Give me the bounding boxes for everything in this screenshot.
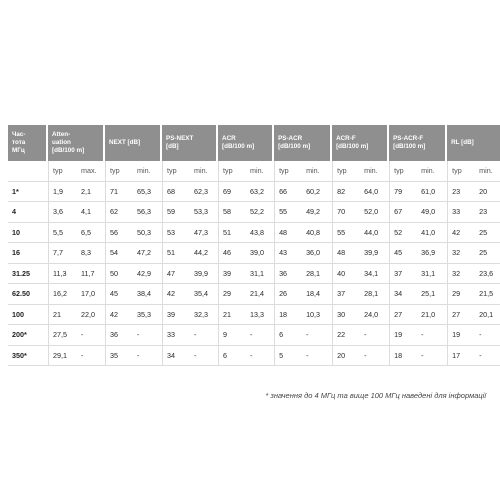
value-cell: 59 <box>162 202 190 223</box>
subheader-cell: min. <box>360 161 389 182</box>
value-cell: 46 <box>218 243 246 264</box>
value-cell: 29 <box>218 284 246 305</box>
value-cell: 39 <box>162 305 190 326</box>
value-cell: 26 <box>274 284 302 305</box>
value-cell: 25,1 <box>417 284 447 305</box>
header-attenuation: Atten- uation [dB/100 m] <box>48 125 105 161</box>
value-cell: 33 <box>447 202 475 223</box>
table-row <box>8 264 500 285</box>
value-cell: - <box>417 325 447 346</box>
cable-spec-table <box>8 125 500 366</box>
subheader-cell: min. <box>190 161 218 182</box>
value-cell: 25 <box>475 243 500 264</box>
value-cell: 36,0 <box>302 243 332 264</box>
value-cell: 34,1 <box>360 264 389 285</box>
header-row <box>8 125 500 161</box>
value-cell: 32 <box>447 243 475 264</box>
value-cell: 71 <box>105 182 133 203</box>
value-cell: 33 <box>162 325 190 346</box>
value-cell: 5,5 <box>48 223 77 244</box>
value-cell: 9 <box>218 325 246 346</box>
value-cell: 44,2 <box>190 243 218 264</box>
value-cell: 45 <box>389 243 417 264</box>
value-cell: 52,2 <box>246 202 274 223</box>
subheader-cell: min. <box>133 161 162 182</box>
value-cell: 6 <box>274 325 302 346</box>
value-cell: 34 <box>162 346 190 367</box>
value-cell: - <box>133 325 162 346</box>
value-cell: 39,9 <box>190 264 218 285</box>
value-cell: 35,3 <box>133 305 162 326</box>
header-acr: ACR [dB/100 m] <box>218 125 274 161</box>
value-cell: 20 <box>332 346 360 367</box>
subheader-cell: typ <box>218 161 246 182</box>
value-cell: 31,1 <box>417 264 447 285</box>
value-cell: 39,9 <box>360 243 389 264</box>
value-cell: 21 <box>218 305 246 326</box>
value-cell: 18 <box>389 346 417 367</box>
value-cell: - <box>302 346 332 367</box>
value-cell: 18 <box>274 305 302 326</box>
value-cell: 1,9 <box>48 182 77 203</box>
frequency-cell: 200* <box>8 325 48 346</box>
value-cell: 53 <box>162 223 190 244</box>
value-cell: 36 <box>274 264 302 285</box>
value-cell: 17,0 <box>77 284 105 305</box>
value-cell: 7,7 <box>48 243 77 264</box>
table-row <box>8 325 500 346</box>
value-cell: 19 <box>389 325 417 346</box>
value-cell: 62,3 <box>190 182 218 203</box>
value-cell: 49,0 <box>417 202 447 223</box>
value-cell: 16,2 <box>48 284 77 305</box>
value-cell: 32,3 <box>190 305 218 326</box>
value-cell: 47,2 <box>133 243 162 264</box>
value-cell: 64,0 <box>360 182 389 203</box>
value-cell: 11,3 <box>48 264 77 285</box>
header-ps-next: PS-NEXT [dB] <box>162 125 218 161</box>
value-cell: 24,0 <box>360 305 389 326</box>
value-cell: 29 <box>447 284 475 305</box>
value-cell: 23,6 <box>475 264 500 285</box>
frequency-cell: 62.50 <box>8 284 48 305</box>
table-row <box>8 182 500 203</box>
value-cell: 29,1 <box>48 346 77 367</box>
value-cell: 43,8 <box>246 223 274 244</box>
value-cell: 39,0 <box>246 243 274 264</box>
value-cell: 50,3 <box>133 223 162 244</box>
frequency-cell: 10 <box>8 223 48 244</box>
value-cell: 52 <box>389 223 417 244</box>
value-cell: - <box>190 346 218 367</box>
table-body <box>8 161 500 366</box>
value-cell: 68 <box>162 182 190 203</box>
frequency-cell: 31.25 <box>8 264 48 285</box>
table-row <box>8 243 500 264</box>
value-cell: 42 <box>162 284 190 305</box>
value-cell: 22,0 <box>77 305 105 326</box>
value-cell: 40 <box>332 264 360 285</box>
value-cell: 38,4 <box>133 284 162 305</box>
table-row <box>8 223 500 244</box>
value-cell: 37 <box>389 264 417 285</box>
value-cell: 60,2 <box>302 182 332 203</box>
value-cell: 34 <box>389 284 417 305</box>
value-cell: 44,0 <box>360 223 389 244</box>
frequency-cell: 1* <box>8 182 48 203</box>
value-cell: 48 <box>274 223 302 244</box>
value-cell: 22 <box>332 325 360 346</box>
subheader-cell: typ <box>105 161 133 182</box>
header-rl: RL [dB] <box>447 125 500 161</box>
subheader-cell: typ <box>274 161 302 182</box>
value-cell: 35,4 <box>190 284 218 305</box>
header-ps-acr: PS-ACR [dB/100 m] <box>274 125 332 161</box>
value-cell: 28,1 <box>302 264 332 285</box>
subheader-cell: min. <box>302 161 332 182</box>
value-cell: 36,9 <box>417 243 447 264</box>
subheader-cell: typ <box>447 161 475 182</box>
table-row <box>8 305 500 326</box>
value-cell: 20,1 <box>475 305 500 326</box>
value-cell: 50 <box>105 264 133 285</box>
spec-table-container <box>8 125 492 366</box>
subheader-cell: min. <box>246 161 274 182</box>
value-cell: 51 <box>218 223 246 244</box>
value-cell: 62 <box>105 202 133 223</box>
value-cell: 5 <box>274 346 302 367</box>
value-cell: 67 <box>389 202 417 223</box>
value-cell: 61,0 <box>417 182 447 203</box>
value-cell: 31,1 <box>246 264 274 285</box>
value-cell: 45 <box>105 284 133 305</box>
value-cell: 51 <box>162 243 190 264</box>
value-cell: 42,9 <box>133 264 162 285</box>
value-cell: 54 <box>105 243 133 264</box>
value-cell: 23 <box>447 182 475 203</box>
value-cell: 17 <box>447 346 475 367</box>
value-cell: 52,0 <box>360 202 389 223</box>
value-cell: 8,3 <box>77 243 105 264</box>
subheader-blank <box>8 161 48 182</box>
value-cell: 58 <box>218 202 246 223</box>
value-cell: 49,2 <box>302 202 332 223</box>
frequency-cell: 4 <box>8 202 48 223</box>
value-cell: 20 <box>475 182 500 203</box>
value-cell: 36 <box>105 325 133 346</box>
value-cell: 48 <box>332 243 360 264</box>
value-cell: - <box>246 346 274 367</box>
value-cell: - <box>475 346 500 367</box>
value-cell: 56,3 <box>133 202 162 223</box>
value-cell: 69 <box>218 182 246 203</box>
value-cell: 79 <box>389 182 417 203</box>
value-cell: 11,7 <box>77 264 105 285</box>
header-next: NEXT [dB] <box>105 125 162 161</box>
value-cell: - <box>302 325 332 346</box>
frequency-cell: 100 <box>8 305 48 326</box>
value-cell: 35 <box>105 346 133 367</box>
value-cell: - <box>190 325 218 346</box>
footnote: * значення до 4 МГц та вище 100 МГц наведені для інформації <box>265 391 486 400</box>
value-cell: 53,3 <box>190 202 218 223</box>
value-cell: 39 <box>218 264 246 285</box>
value-cell: 47,3 <box>190 223 218 244</box>
value-cell: 37 <box>332 284 360 305</box>
subheader-cell: min. <box>417 161 447 182</box>
value-cell: 21,0 <box>417 305 447 326</box>
value-cell: 43 <box>274 243 302 264</box>
subheader-cell: typ <box>389 161 417 182</box>
value-cell: 23 <box>475 202 500 223</box>
header-acr-f: ACR-F [dB/100 m] <box>332 125 389 161</box>
value-cell: 63,2 <box>246 182 274 203</box>
value-cell: 6,5 <box>77 223 105 244</box>
subheader-cell: max. <box>77 161 105 182</box>
table-row <box>8 284 500 305</box>
value-cell: 21,5 <box>475 284 500 305</box>
frequency-cell: 350* <box>8 346 48 367</box>
header-frequency: Час- тота МГц <box>8 125 48 161</box>
value-cell: - <box>246 325 274 346</box>
value-cell: 3,6 <box>48 202 77 223</box>
subheader-cell: typ <box>332 161 360 182</box>
value-cell: - <box>77 325 105 346</box>
value-cell: 55 <box>274 202 302 223</box>
value-cell: 65,3 <box>133 182 162 203</box>
value-cell: 30 <box>332 305 360 326</box>
value-cell: - <box>77 346 105 367</box>
value-cell: - <box>133 346 162 367</box>
value-cell: - <box>360 346 389 367</box>
value-cell: 21,4 <box>246 284 274 305</box>
value-cell: 82 <box>332 182 360 203</box>
subheader-row <box>8 161 500 182</box>
subheader-cell: min. <box>475 161 500 182</box>
value-cell: 47 <box>162 264 190 285</box>
value-cell: 66 <box>274 182 302 203</box>
table-row <box>8 202 500 223</box>
value-cell: - <box>360 325 389 346</box>
header-ps-acr-f: PS-ACR-F [dB/100 m] <box>389 125 447 161</box>
subheader-cell: typ <box>48 161 77 182</box>
value-cell: 42 <box>447 223 475 244</box>
value-cell: 18,4 <box>302 284 332 305</box>
value-cell: 21 <box>48 305 77 326</box>
value-cell: - <box>417 346 447 367</box>
value-cell: 55 <box>332 223 360 244</box>
value-cell: 4,1 <box>77 202 105 223</box>
table-row <box>8 346 500 367</box>
value-cell: 2,1 <box>77 182 105 203</box>
value-cell: 56 <box>105 223 133 244</box>
value-cell: 41,0 <box>417 223 447 244</box>
value-cell: 42 <box>105 305 133 326</box>
frequency-cell: 16 <box>8 243 48 264</box>
value-cell: 6 <box>218 346 246 367</box>
value-cell: 40,8 <box>302 223 332 244</box>
value-cell: 32 <box>447 264 475 285</box>
value-cell: 27 <box>447 305 475 326</box>
value-cell: 10,3 <box>302 305 332 326</box>
value-cell: 27 <box>389 305 417 326</box>
subheader-cell: typ <box>162 161 190 182</box>
value-cell: 70 <box>332 202 360 223</box>
value-cell: 13,3 <box>246 305 274 326</box>
value-cell: 27,5 <box>48 325 77 346</box>
value-cell: 28,1 <box>360 284 389 305</box>
value-cell: 25 <box>475 223 500 244</box>
value-cell: - <box>475 325 500 346</box>
value-cell: 19 <box>447 325 475 346</box>
